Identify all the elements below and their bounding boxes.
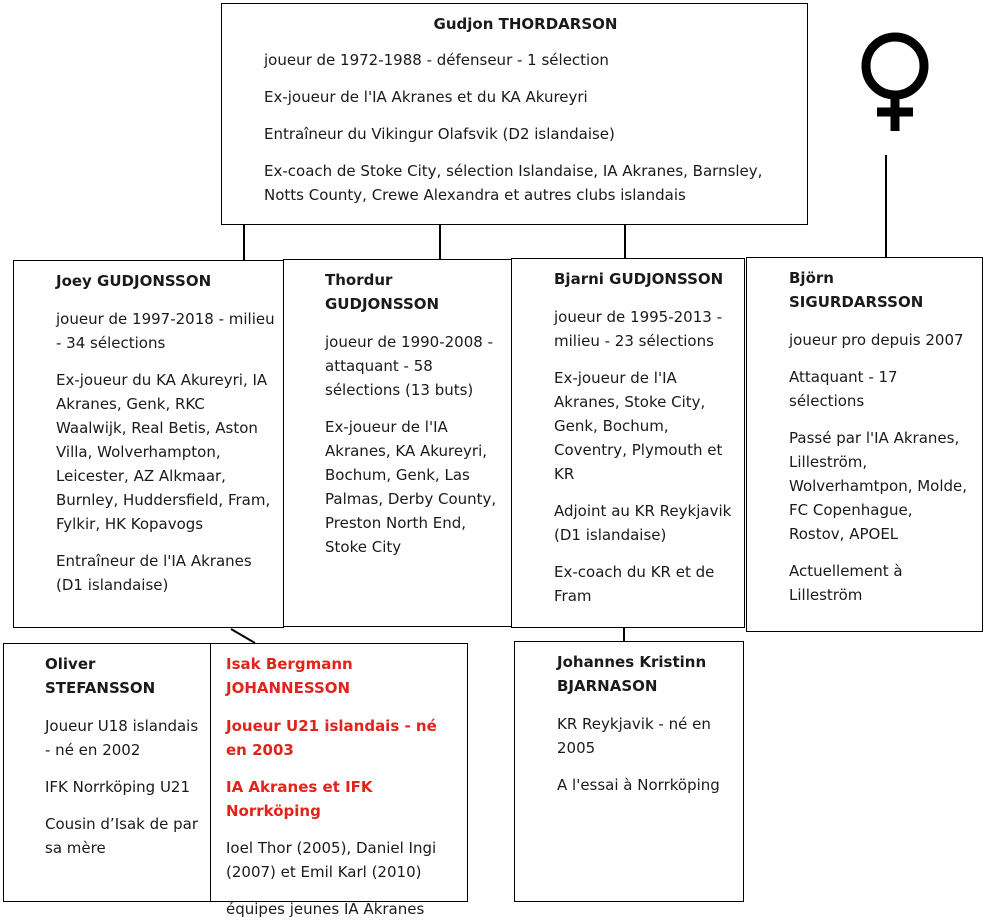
isak-name: Isak Bergmann JOHANNESSON: [226, 655, 353, 697]
joey-line-1: joueur de 1997-2018 - milieu - 34 sélections: [56, 310, 275, 352]
root-line-1: joueur de 1972-1988 - défenseur - 1 sélection: [264, 51, 609, 69]
joey-box: [13, 260, 284, 628]
root-person-box: [221, 3, 808, 225]
isak-line-3: Ioel Thor (2005), Daniel Ingi (2007) et Emil Karl (2010): [226, 839, 437, 881]
bjorn-line-3: Passé par l'IA Akranes, Lilleström, Wolverhamtpon, Molde, FC Copenhague, Rostov, APOEL: [789, 429, 968, 543]
root-line-4: Ex-coach de Stoke City, sélection Islandaise, IA Akranes, Barnsley, Notts County, Crewe Alexandra et autres clubs islandais: [264, 162, 763, 204]
bjarni-line-2: Ex-joueur de l'IA Akranes, Stoke City, Genk, Bochum, Coventry, Plymouth et KR: [554, 369, 723, 483]
bjorn-box: [746, 257, 983, 632]
root-person-name: Gudjon THORDARSON: [433, 15, 618, 33]
bjarni-line-4: Ex-coach du KR et de Fram: [554, 563, 715, 605]
thordur-name: Thordur GUDJONSSON: [325, 271, 440, 313]
bjarni-line-1: joueur de 1995-2013 - milieu - 23 sélections: [554, 308, 722, 350]
bjorn-line-1: joueur pro depuis 2007: [789, 331, 964, 349]
isak-box: [210, 643, 468, 918]
isak-line-4: équipes jeunes IA Akranes: [226, 900, 425, 918]
root-line-3: Entraîneur du Vikingur Olafsvik (D2 islandaise): [264, 125, 615, 143]
johannes-box: [514, 641, 744, 902]
thordur-box: [283, 259, 512, 627]
thordur-line-2: Ex-joueur de l'IA Akranes, KA Akureyri, Bochum, Genk, Las Palmas, Derby County, Preston North End, Stoke City: [325, 418, 497, 556]
joey-line-3: Entraîneur de l'IA Akranes (D1 islandaise): [56, 552, 252, 594]
oliver-line-2: IFK Norrköping U21: [45, 778, 191, 796]
thordur-line-1: joueur de 1990-2008 - attaquant - 58 sélections (13 buts): [325, 333, 493, 399]
bjorn-name: Björn SIGURDARSSON: [789, 269, 924, 311]
bjarni-name: Bjarni GUDJONSSON: [554, 270, 724, 288]
isak-line-1: Joueur U21 islandais - né en 2003: [226, 717, 437, 759]
venus-icon: [858, 28, 932, 133]
oliver-line-3: Cousin d’Isak de par sa mère: [45, 815, 198, 857]
isak-line-2: IA Akranes et IFK Norrköping: [226, 778, 373, 820]
johannes-name: Johannes Kristinn BJARNASON: [557, 653, 707, 695]
oliver-box: [3, 643, 211, 902]
connector-joey-isak: [231, 629, 255, 643]
bjarni-box: [511, 258, 745, 628]
root-line-2: Ex-joueur de l'IA Akranes et du KA Akureyri: [264, 88, 588, 106]
oliver-name: Oliver STEFANSSON: [45, 655, 156, 697]
johannes-line-2: A l'essai à Norrköping: [557, 776, 720, 794]
johannes-line-1: KR Reykjavik - né en 2005: [557, 715, 711, 757]
bjorn-line-2: Attaquant - 17 sélections: [789, 368, 898, 410]
joey-name: Joey GUDJONSSON: [56, 272, 212, 290]
bjorn-line-4: Actuellement à Lilleström: [789, 562, 903, 604]
joey-line-2: Ex-joueur du KA Akureyri, IA Akranes, Genk, RKC Waalwijk, Real Betis, Aston Villa, Wolverhampton, Leicester, AZ Alkmaar, Burnley, Huddersfield, Fram, Fylkir, HK Kopavogs: [56, 371, 271, 533]
oliver-line-1: Joueur U18 islandais - né en 2002: [45, 717, 199, 759]
bjarni-line-3: Adjoint au KR Reykjavik (D1 islandaise): [554, 502, 732, 544]
